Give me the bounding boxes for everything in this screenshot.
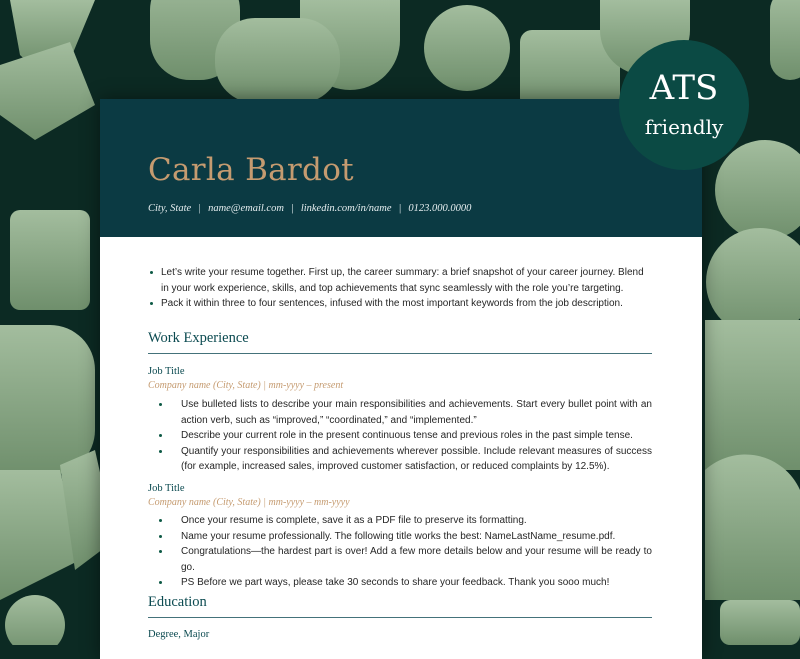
job-bullets: [181, 513, 652, 591]
contact-separator: |: [198, 203, 202, 214]
job-bullet: Once your resume is complete, save it as a PDF file to preserve its formatting.: [181, 513, 652, 529]
degree-title: Degree, Major: [148, 629, 210, 640]
job-bullet: Quantify your responsibilities and achievements wherever possible. Include relevant measures of success (for example, increased sales, improved customer satisfaction, or reduced complaints by 12.5%).: [181, 444, 652, 475]
contact-separator: |: [290, 203, 294, 214]
contact-linkedin: linkedin.com/in/name: [300, 203, 392, 214]
contact-location: City, State: [148, 203, 192, 214]
summary-item: Let’s write your resume together. First up, the career summary: a brief snapshot of your career journey. Blend in your work experience, skills, and top achievements that sync seamlessly with the role you’re targeting.: [148, 265, 652, 296]
job-bullet: Congratulations—the hardest part is over! Add a few more details below and your resume will be ready to go.: [181, 544, 652, 575]
badge-ats-text: ATS: [649, 68, 719, 108]
contact-phone: 0123.000.0000: [408, 203, 472, 214]
section-divider: [148, 353, 652, 354]
contact-email: name@email.com: [208, 203, 284, 214]
contact-separator: |: [398, 203, 402, 214]
section-divider: [148, 617, 652, 618]
candidate-name: Carla Bardot: [148, 152, 354, 188]
job-company-dates: Company name (City, State) | mm-yyyy – present: [148, 380, 344, 391]
job-bullet: Name your resume professionally. The following title works the best: NameLastName_resume.pdf.: [181, 529, 652, 545]
resume-header: [100, 99, 702, 237]
career-summary: [148, 265, 652, 312]
work-experience-heading: Work Experience: [148, 330, 249, 346]
badge-friendly-text: friendly: [644, 115, 724, 139]
ats-friendly-badge: [619, 40, 749, 170]
contact-line: [148, 203, 471, 214]
job-bullet: PS Before we part ways, please take 30 seconds to share your feedback. Thank you sooo much!: [181, 575, 652, 591]
job-title: Job Title: [148, 366, 185, 377]
job-bullets: [181, 397, 652, 475]
job-bullet: Describe your current role in the present continuous tense and previous roles in the past simple tense.: [181, 428, 652, 444]
job-company-dates: Company name (City, State) | mm-yyyy – mm-yyyy: [148, 497, 350, 508]
education-heading: Education: [148, 594, 207, 610]
job-title: Job Title: [148, 483, 185, 494]
job-bullet: Use bulleted lists to describe your main responsibilities and achievements. Start every bullet point with an action verb, such as “improved,” “coordinated,” and “implemented.”: [181, 397, 652, 428]
summary-item: Pack it within three to four sentences, infused with the most important keywords from the job description.: [148, 296, 652, 312]
resume-page: [100, 99, 702, 659]
